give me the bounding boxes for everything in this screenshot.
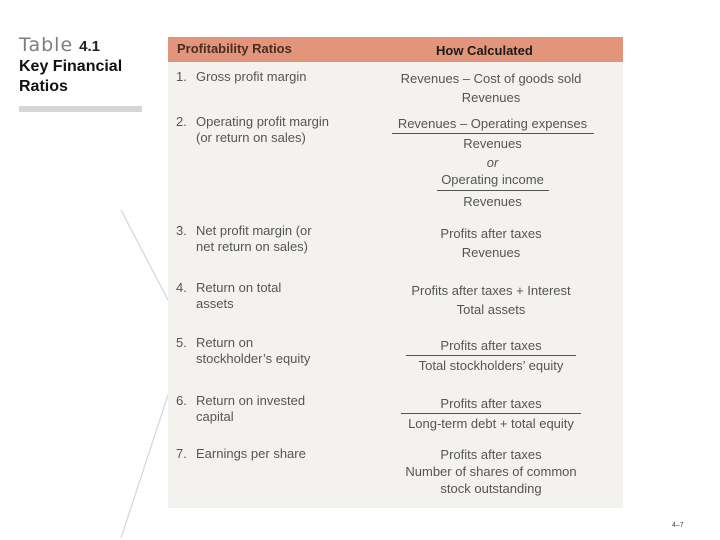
header-ratios: Profitability Ratios [177,41,292,56]
denominator: Total assets [456,302,526,317]
ratios-table [168,37,623,508]
row-formula [388,69,594,107]
row-formula [388,281,594,319]
row-formula [388,224,594,262]
row-label: 5. Return on stockholder’s equity [176,335,311,366]
table-word: Table [19,34,74,56]
numerator: Profits after taxes [440,396,542,411]
row-formula [388,394,594,433]
denominator: Revenues [461,90,521,105]
or-text: or [486,155,499,170]
table-header [168,37,623,62]
denominator: Number of shares of common stock outstanding [405,464,577,496]
row-label: 3. Net profit margin (or net return on sales) [176,223,312,254]
denominator: Long-term debt + total equity [408,416,574,431]
row-label: 6. Return on invested capital [176,393,306,424]
alt-numerator: Operating income [441,172,544,187]
denominator: Total stockholders’ equity [418,358,564,373]
denominator: Revenues [461,245,521,260]
numerator: Revenues – Operating expenses [397,116,588,131]
numerator: Profits after taxes [440,226,542,241]
row-formula [388,446,594,497]
table-number: 4.1 [79,38,100,55]
table-caption [19,34,149,112]
header-how-calculated: How Calculated [436,43,533,58]
row-label: 7. Earnings per share [176,446,306,461]
row-formula [388,336,594,375]
numerator: Profits after taxes [440,338,542,353]
numerator: Revenues – Cost of goods sold [400,71,582,86]
fraction-bar [437,190,549,191]
caption-underline [19,106,142,112]
page-number: 4–7 [672,522,684,529]
numerator: Profits after taxes + Interest [411,283,571,298]
row-formula [390,114,595,211]
row-label: 2. Operating profit margin (or return on sales) [176,114,329,145]
row-label: 1. Gross profit margin [176,69,307,84]
table-subtitle: Key Financial Ratios [19,58,123,95]
alt-denominator: Revenues [463,194,522,209]
denominator: Revenues [463,136,522,151]
numerator: Profits after taxes [440,447,542,462]
row-label: 4. Return on total assets [176,280,282,311]
